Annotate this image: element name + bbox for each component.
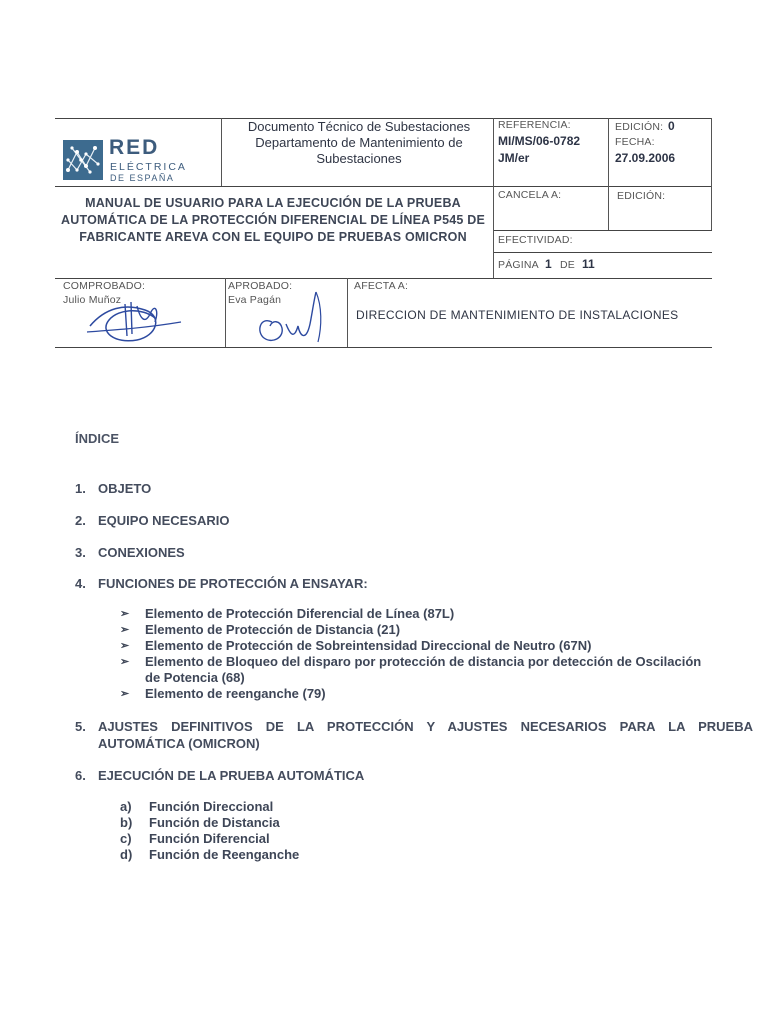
- list-item-text: Elemento de Bloqueo del disparo por protección de distancia por detección de Oscilación: [145, 654, 702, 669]
- aprobado-name: Eva Pagán: [228, 294, 282, 306]
- efectividad-label: EFECTIVIDAD:: [498, 234, 573, 246]
- index-item: [75, 718, 755, 752]
- arrow-bullet-icon: ➢: [120, 656, 130, 668]
- list-item-letter: d): [120, 847, 133, 862]
- pagina-total: 11: [582, 257, 595, 271]
- list-item: [120, 606, 760, 622]
- list-item-text: Elemento de reenganche (79): [145, 686, 326, 701]
- cancela-label: CANCELA A:: [498, 189, 562, 201]
- comprobado-name: Julio Muñoz: [63, 294, 122, 306]
- index-item-label: CONEXIONES: [98, 545, 185, 560]
- aprobado-signature: [250, 286, 340, 350]
- afecta-label: AFECTA A:: [354, 280, 409, 292]
- index-item-number: 4.: [75, 576, 86, 591]
- list-item-text: Función Direccional: [149, 799, 274, 814]
- table-divider: [493, 230, 712, 231]
- afecta-value: DIRECCION DE MANTENIMIENTO DE INSTALACIONES: [356, 308, 679, 322]
- index-heading: ÍNDICE: [75, 431, 120, 446]
- document-header-table: [55, 116, 712, 350]
- table-divider: [493, 118, 494, 278]
- list-item: [120, 622, 760, 638]
- document-type-title: Documento Técnico de Subestaciones Departamento de Mantenimiento de Subestaciones: [247, 119, 471, 166]
- list-item-letter: b): [120, 815, 133, 830]
- list-item: [120, 799, 299, 815]
- index-item-number: 6.: [75, 768, 86, 783]
- comprobado-signature: [85, 288, 185, 348]
- referencia-label: REFERENCIA:: [498, 119, 571, 131]
- logo-subtitle: ELÉCTRICA: [110, 161, 187, 173]
- index-item-number: 1.: [75, 481, 86, 496]
- list-item-text: de Potencia (68): [145, 670, 245, 685]
- index-item-label: AJUSTES DEFINITIVOS DE LA PROTECCIÓN Y AJUSTES NECESARIOS PARA LA PRUEBA: [98, 719, 753, 734]
- referencia-value: MI/MS/06-0782: [498, 134, 581, 148]
- index-item-number: 3.: [75, 545, 86, 560]
- arrow-bullet-icon: ➢: [120, 640, 130, 652]
- list-item: [120, 686, 760, 702]
- fecha-label: FECHA:: [615, 136, 655, 148]
- referencia-initials: JM/er: [498, 151, 530, 165]
- list-item-text: Función de Reenganche: [149, 847, 300, 862]
- fecha-value: 27.09.2006: [615, 151, 676, 165]
- table-divider: [225, 278, 226, 347]
- list-item: [120, 654, 760, 670]
- company-logo: [63, 138, 213, 182]
- edicion-label: EDICIÓN:: [615, 121, 664, 133]
- pagina-label: PÁGINA: [498, 259, 539, 271]
- list-item: [120, 638, 760, 654]
- list-item: [120, 847, 299, 863]
- logo-mark-icon: [63, 140, 103, 180]
- list-item-text: Elemento de Protección Diferencial de Línea (87L): [145, 606, 455, 621]
- table-divider: [711, 118, 712, 230]
- index-item-number: 5.: [75, 719, 86, 734]
- arrow-bullet-icon: ➢: [120, 624, 130, 636]
- list-item-text: Elemento de Protección de Sobreintensidad Direccional de Neutro (67N): [145, 638, 592, 653]
- logo-subtitle-country: DE ESPAÑA: [110, 173, 175, 183]
- protection-functions-list: [120, 606, 760, 702]
- list-item: [120, 831, 299, 847]
- index-item-label-continuation: AUTOMÁTICA (OMICRON): [98, 736, 260, 751]
- aprobado-label: APROBADO:: [228, 280, 293, 292]
- list-item-text: Elemento de Protección de Distancia (21): [145, 622, 401, 637]
- index-item-label: EQUIPO NECESARIO: [98, 513, 230, 528]
- pagina-number: 1: [545, 257, 552, 271]
- list-item-letter: c): [120, 831, 132, 846]
- index-item-label: OBJETO: [98, 481, 152, 496]
- comprobado-label: COMPROBADO:: [63, 280, 146, 292]
- index-item-label: FUNCIONES DE PROTECCIÓN A ENSAYAR:: [98, 576, 368, 591]
- table-divider: [221, 118, 222, 186]
- table-divider: [55, 186, 712, 187]
- edicion-cancel-label: EDICIÓN:: [617, 190, 666, 202]
- index-item-number: 2.: [75, 513, 86, 528]
- table-divider: [55, 278, 712, 279]
- logo-word: RED: [109, 136, 160, 159]
- list-item-letter: a): [120, 799, 132, 814]
- list-item-text: Función de Distancia: [149, 815, 280, 830]
- table-divider: [608, 118, 609, 230]
- arrow-bullet-icon: ➢: [120, 608, 130, 620]
- manual-title: MANUAL DE USUARIO PARA LA EJECUCIÓN DE LA PRUEBA AUTOMÁTICA DE LA PROTECCIÓN DIFERENCIAL DE LÍNEA P545 DE FABRICANTE AREVA CON EL EQUIPO DE PRUEBAS OMICRON: [61, 196, 485, 244]
- index-item-label: EJECUCIÓN DE LA PRUEBA AUTOMÁTICA: [98, 768, 365, 783]
- list-item-text: Función Diferencial: [149, 831, 270, 846]
- arrow-bullet-icon: ➢: [120, 688, 130, 700]
- pagina-de-label: DE: [560, 259, 575, 271]
- test-functions-list: [120, 799, 299, 863]
- table-divider: [347, 278, 348, 347]
- edicion-value: 0: [668, 119, 675, 133]
- list-item: [120, 815, 299, 831]
- list-item-continuation: [120, 670, 760, 686]
- table-divider: [493, 252, 712, 253]
